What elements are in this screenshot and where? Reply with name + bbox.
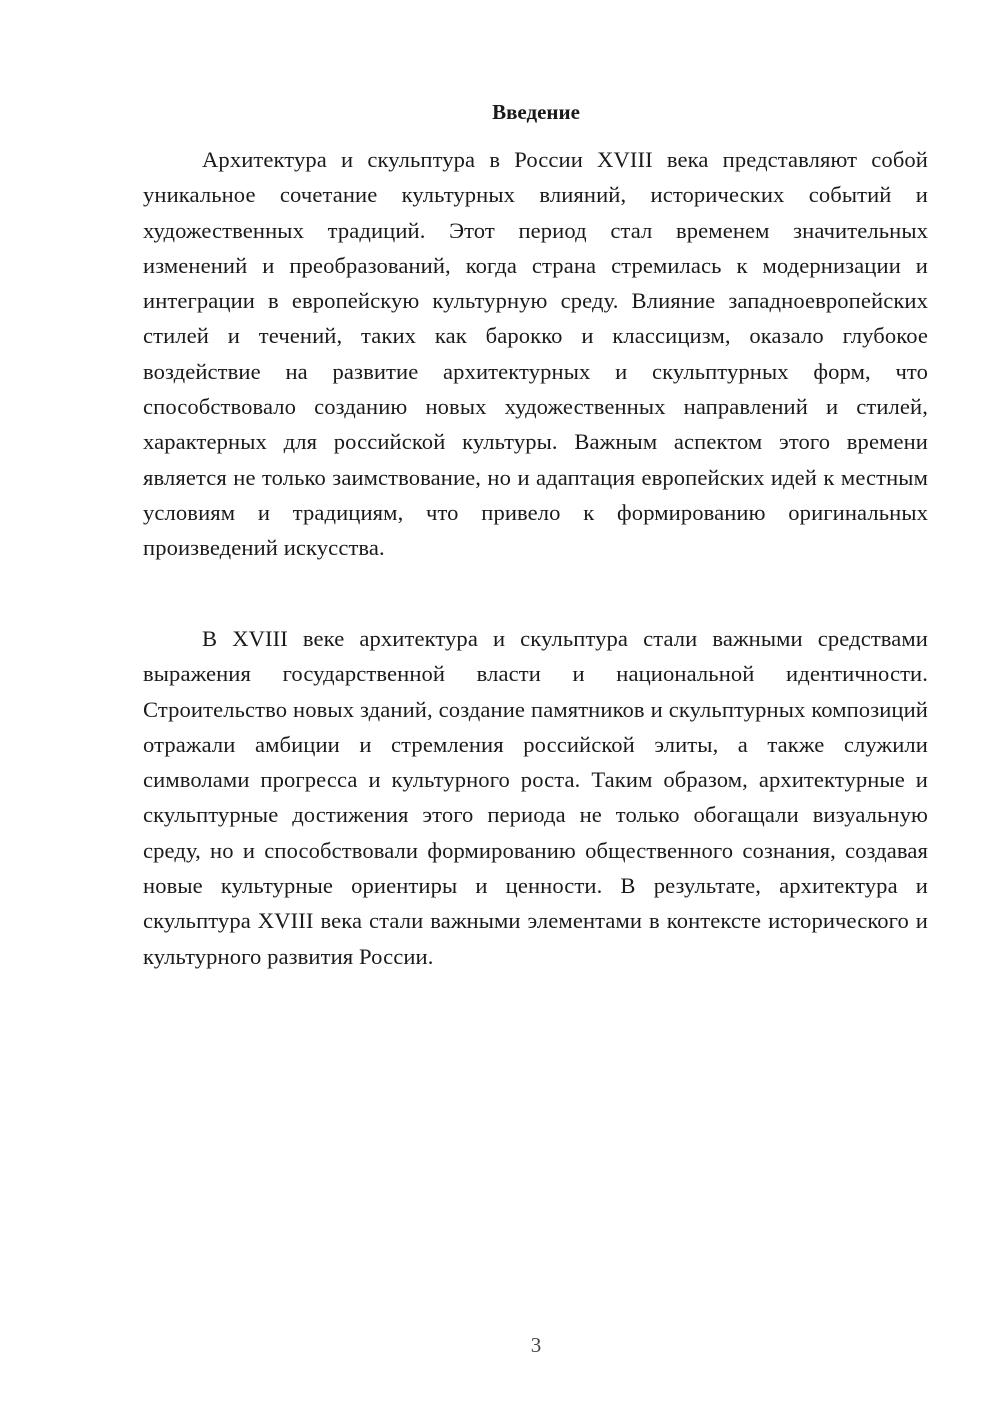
section-heading: Введение xyxy=(492,100,580,124)
paragraph: В XVIII веке архитектура и скульптура стали важными средствами выражения государственной власти и национальной идентичности. Строительство новых зданий, создание памятников и скульптурных композиций отражали амбиции и стремления российской элиты, а также служили символами прогресса и культурного роста. Таким образом, архитектурные и скульптурные достижения этого периода не только обогащали визуальную среду, но и способствовали формированию общественного сознания, создавая новые культурные ориентиры и ценности. В результате, архитектура и скульптура XVIII века стали важными элементами в контексте исторического и культурного развития России. xyxy=(143,626,928,969)
page-number: 3 xyxy=(530,1333,542,1357)
paragraph: Архитектура и скульптура в России XVIII века представляют собой уникальное сочетание культурных влияний, исторических событий и художественных традиций. Этот период стал временем значительных изменений и преобразований, когда страна стремилась к модернизации и интеграции в европейскую культурную среду. Влияние западноевропейских стилей и течений, таких как барокко и классицизм, оказало глубокое воздействие на развитие архитектурных и скульптурных форм, что способствовало созданию новых художественных направлений и стилей, характерных для российской культуры. Важным аспектом этого времени является не только заимствование, но и адаптация европейских идей к местным условиям и традициям, что привело к формированию оригинальных произведений искусства. xyxy=(143,147,928,561)
